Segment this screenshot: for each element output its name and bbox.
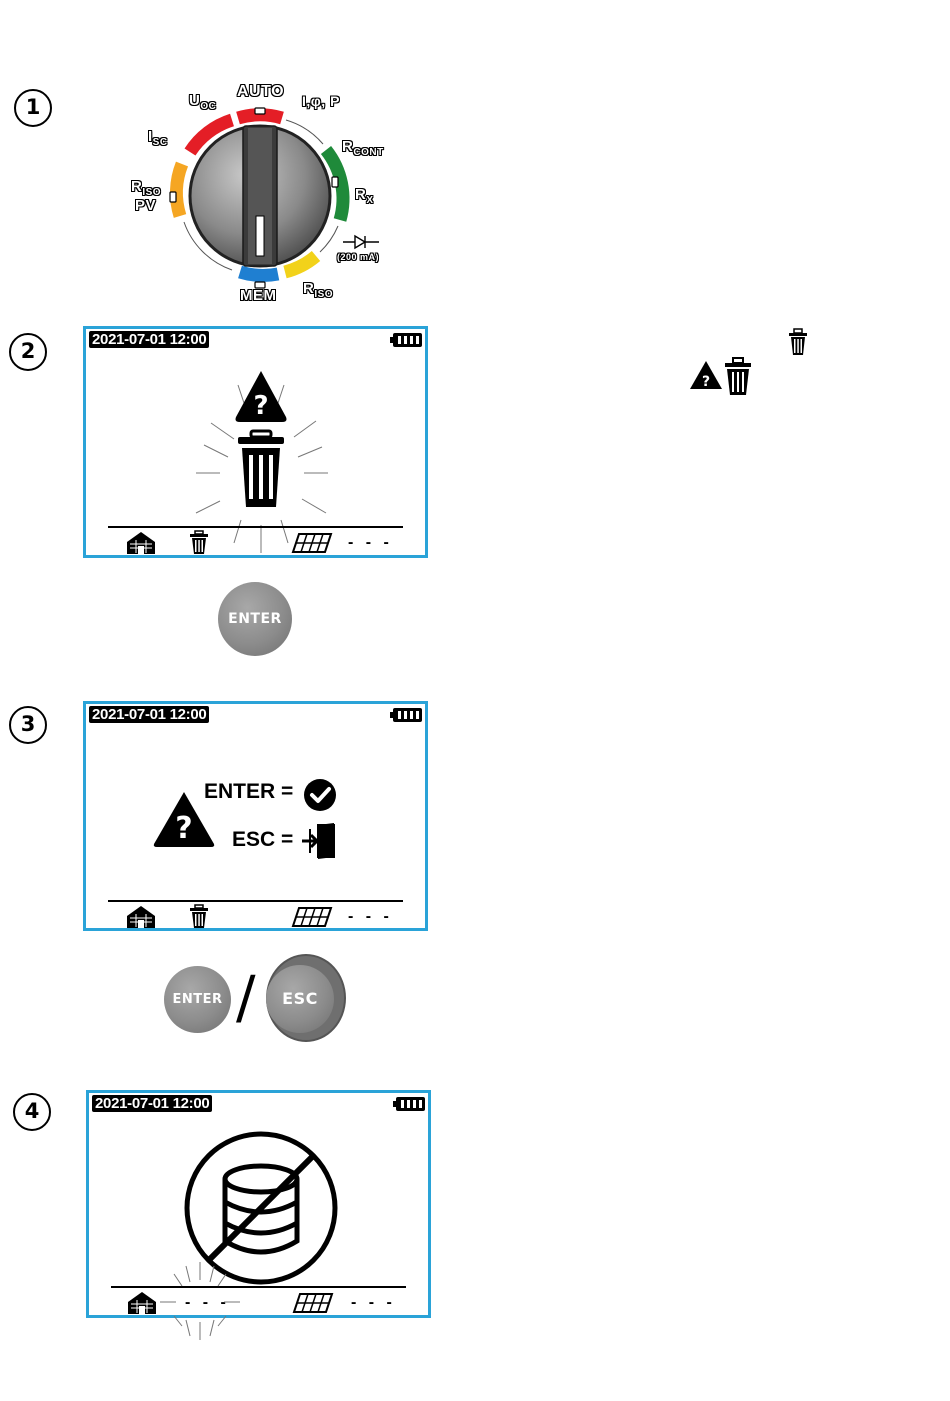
dial-label-riso: $R_{ISO}$ (303, 280, 334, 300)
dial-segment-pv (176, 164, 182, 216)
screen-step-4 (86, 1090, 431, 1318)
solar-panel-icon (291, 906, 333, 928)
empty-value: - - - (348, 908, 393, 925)
trash-icon (189, 904, 209, 929)
battery-icon (393, 1097, 425, 1111)
dial-label-rx: $R_X$ (355, 186, 374, 206)
datetime: 2021-07-01 12:00 (89, 331, 209, 348)
datetime: 2021-07-01 12:00 (92, 1095, 212, 1112)
flash-rays (150, 1258, 250, 1344)
empty-value: - - - (348, 534, 393, 551)
check-circle-icon (303, 778, 337, 812)
dial-label-auto: AUTO (237, 83, 285, 100)
battery-icon (390, 333, 422, 347)
solar-panel-icon (291, 532, 333, 554)
svg-text:?: ? (701, 374, 711, 390)
esc-button[interactable]: ESC (266, 965, 334, 1033)
dial-label-isc: $I_{SC}$ (148, 128, 168, 148)
dial-label-pv: PV (135, 197, 157, 214)
dial-label-riso-pv: $R_{ISO}$ (131, 178, 162, 198)
dial-label-mem: MEM (240, 287, 277, 304)
trash-icon (189, 530, 209, 555)
svg-text:?: ? (253, 391, 269, 421)
empty-value-flashing: - - - (185, 1294, 230, 1311)
svg-text:?: ? (175, 811, 193, 846)
enter-confirm-label: ENTER = (204, 780, 294, 803)
exit-door-icon (300, 821, 340, 861)
step-number-2: 2 (9, 333, 47, 371)
warning-trash-icon (690, 357, 756, 397)
separator-line (108, 900, 403, 902)
datetime: 2021-07-01 12:00 (89, 706, 209, 723)
home-icon (124, 530, 158, 556)
step-number-1: 1 (14, 89, 52, 127)
enter-button[interactable]: ENTER (218, 582, 292, 656)
dial-label-diode-current: (200 mA) (337, 252, 380, 262)
separator-line (108, 526, 403, 528)
trash-icon (238, 431, 284, 507)
dial-segment-auto (238, 115, 282, 118)
dial-segment-mem (240, 272, 278, 275)
slash-separator: / (236, 963, 256, 1031)
warning-question-icon (236, 371, 287, 422)
esc-exit-label: ESC = (232, 828, 294, 851)
step-number-3: 3 (9, 706, 47, 744)
step-number-4: 4 (13, 1093, 51, 1131)
screen-step-2 (83, 326, 428, 558)
dial-label-uoc: $U_{OC}$ (189, 92, 217, 112)
home-icon (124, 904, 158, 930)
empty-value: - - - (351, 1294, 396, 1311)
battery-icon (390, 708, 422, 722)
dial-label-ip: I,φ, P (302, 93, 340, 109)
solar-panel-icon (292, 1292, 334, 1314)
trash-icon (788, 328, 808, 356)
screen-step-3 (83, 701, 428, 931)
dial-label-rcont: $R_{CONT}$ (342, 138, 384, 158)
enter-button[interactable]: ENTER (164, 966, 231, 1033)
